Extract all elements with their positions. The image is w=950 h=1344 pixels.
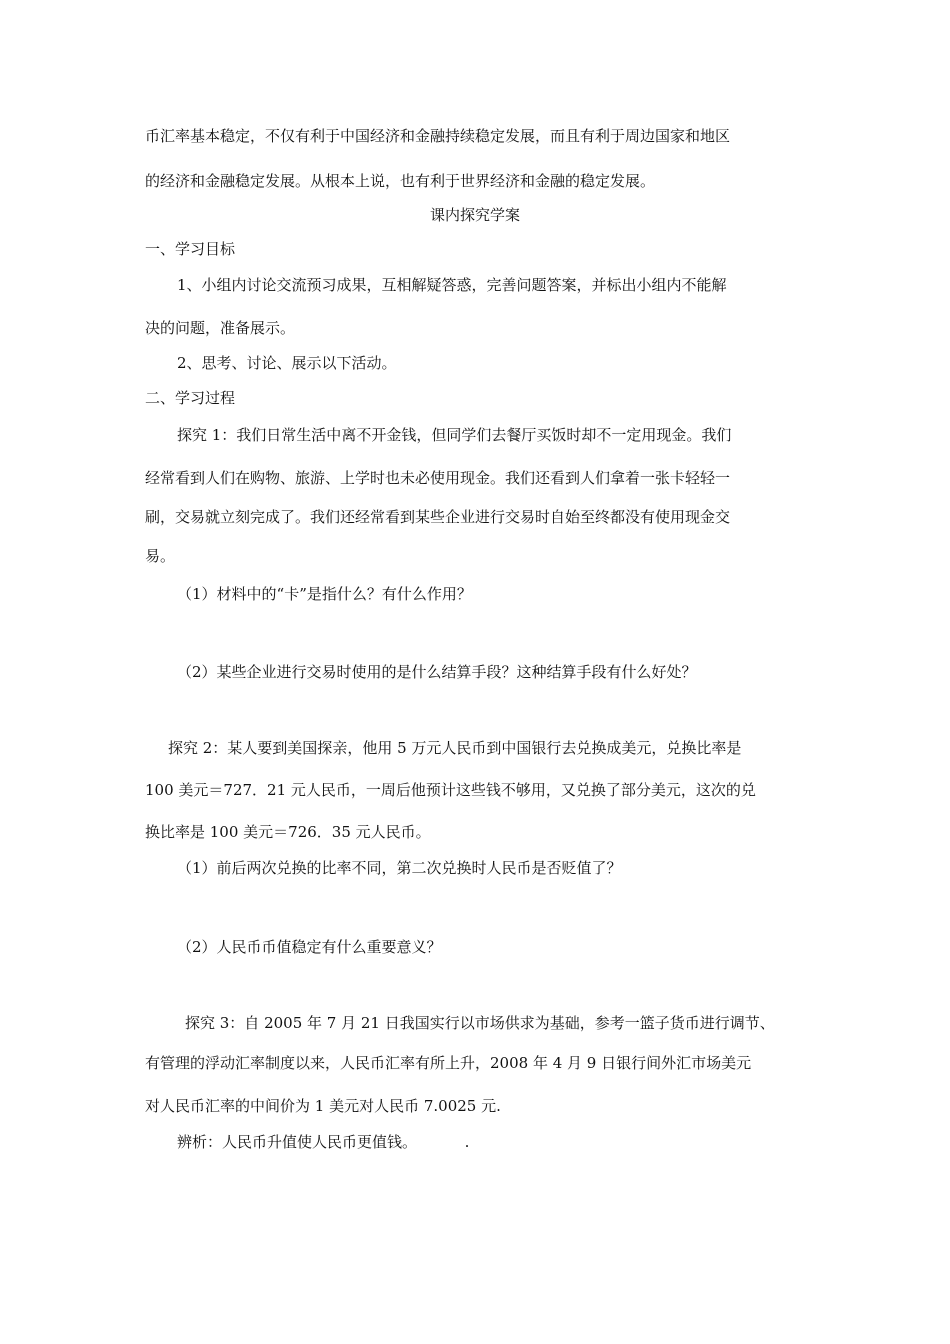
- explore-1-question-2: （2）某些企业进行交易时使用的是什么结算手段？这种结算手段有什么好处？: [177, 663, 697, 681]
- explore-1-line-3: 刷，交易就立刻完成了。我们还经常看到某些企业进行交易时自始至终都没有使用现金交: [145, 508, 731, 526]
- explore-1-line-1: 探究 1：我们日常生活中离不开金钱，但同学们去餐厅买饭时却不一定用现金。我们: [177, 426, 732, 444]
- explore-2-line-2: 100 美元＝727．21 元人民币，一周后他预计这些钱不够用，又兑换了部分美元，这次的兑: [145, 781, 756, 799]
- explore-2-line-1: 探究 2：某人要到美国探亲，他用 5 万元人民币到中国银行去兑换成美元，兑换比率是: [168, 739, 742, 757]
- explore-2-question-2: （2）人民币币值稳定有什么重要意义？: [177, 938, 442, 956]
- goal-item-1-line-1: 1、小组内讨论交流预习成果，互相解疑答惑，完善问题答案，并标出小组内不能解: [177, 276, 727, 294]
- explore-2-line-3: 换比率是 100 美元＝726．35 元人民币。: [145, 823, 431, 841]
- explore-3-analysis: 辨析：人民币升值使人民币更值钱。 .: [177, 1133, 470, 1151]
- explore-1-line-4: 易。: [145, 547, 176, 565]
- explore-1-question-1: （1）材料中的“卡”是指什么？有什么作用？: [177, 585, 472, 603]
- section-heading-process: 二、学习过程: [145, 389, 236, 407]
- intro-line-1: 币汇率基本稳定，不仅有利于中国经济和金融持续稳定发展，而且有利于周边国家和地区: [145, 127, 731, 145]
- intro-line-2: 的经济和金融稳定发展。从根本上说，也有利于世界经济和金融的稳定发展。: [145, 172, 656, 190]
- explore-2-question-1: （1）前后两次兑换的比率不同，第二次兑换时人民币是否贬值了？: [177, 859, 622, 877]
- explore-3-line-2: 有管理的浮动汇率制度以来，人民币汇率有所上升，2008 年 4 月 9 日银行间外汇市场美元: [145, 1054, 752, 1072]
- section-heading-goals: 一、学习目标: [145, 240, 236, 258]
- page-title: 课内探究学案: [429, 206, 520, 224]
- explore-3-line-3: 对人民币汇率的中间价为 1 美元对人民币 7.0025 元.: [145, 1097, 501, 1115]
- goal-item-2: 2、思考、讨论、展示以下活动。: [177, 354, 397, 372]
- goal-item-1-line-2: 决的问题，准备展示。: [145, 319, 296, 337]
- explore-3-line-1: 探究 3：自 2005 年 7 月 21 日我国实行以市场供求为基础，参考一篮子货币进行调节、: [185, 1014, 775, 1032]
- explore-1-line-2: 经常看到人们在购物、旅游、上学时也未必使用现金。我们还看到人们拿着一张卡轻轻一: [145, 469, 731, 487]
